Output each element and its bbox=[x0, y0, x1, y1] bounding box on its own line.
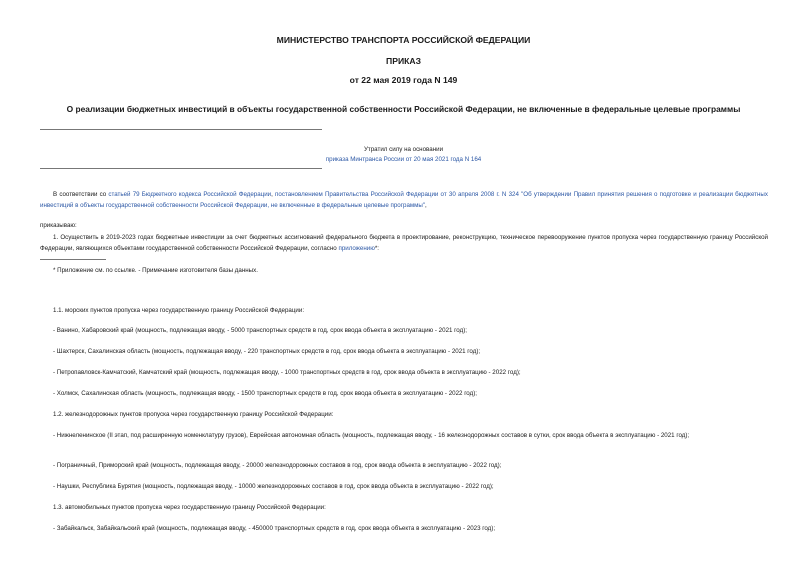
section-1-3-heading: 1.3. автомобильных пунктов пропуска через государственную границу Российской Федерации: bbox=[53, 504, 326, 511]
status-link[interactable]: приказа Минтранса России от 20 мая 2021 года N 164 bbox=[325, 156, 482, 163]
document-title: О реализации бюджетных инвестиций в объекты государственной собственности Российской Федерации, не включенные в федеральные целевые программы bbox=[66, 104, 741, 114]
list-item: - Ванино, Хабаровский край (мощность, подлежащая вводу, - 5000 транспортных средств в год, срок ввода объекта в эксплуатацию - 2021 год); bbox=[53, 327, 467, 334]
divider-bottom bbox=[40, 168, 322, 169]
list-item: - Холмск, Сахалинская область (мощность, подлежащая вводу, - 1500 транспортных средств в год, срок ввода объекта в эксплуатацию - 2022 год); bbox=[53, 390, 478, 397]
order-word: приказываю: bbox=[40, 222, 77, 229]
list-item: - Пограничный, Приморский край (мощность, подлежащая вводу, - 20000 железнодорожных составов в год, срок ввода объекта в эксплуатацию - 2022 год); bbox=[53, 462, 502, 469]
date-number-heading: от 22 мая 2019 года N 149 bbox=[349, 75, 458, 85]
footnote-divider bbox=[40, 259, 106, 260]
section-1-1-heading: 1.1. морских пунктов пропуска через государственную границу Российской Федерации: bbox=[53, 307, 305, 314]
list-item: - Нижнеленинское (II этап, под расширенную номенклатуру грузов), Еврейская автономная область (мощность, подлежащая вводу, - 16 железнодорожных составов в сутки, срок ввода объекта в эксплуатацию - 2021 год); bbox=[53, 432, 690, 439]
item-1-paragraph: 1. Осуществить в 2019-2023 годах бюджетные инвестиции за счет бюджетных ассигнований федерального бюджета в проектирование, реконструкцию, техническое перевооружение пунктов пропуска через государственную границу Российской Федерации, являющихся объектами государственной собственности Российской Федерации, согласно приложению*: bbox=[40, 234, 768, 252]
list-item: - Наушки, Республика Бурятия (мощность, подлежащая вводу, - 10000 железнодорожных составов в год, срок ввода объекта в эксплуатацию - 2022 год); bbox=[53, 483, 494, 490]
status-label: Утратил силу на основании bbox=[363, 146, 444, 153]
doc-type-heading: ПРИКАЗ bbox=[386, 56, 421, 66]
government-decree-link[interactable]: постановлением Правительства Российской Федерации от 30 апреля 2008 г. N 324 "Об утверждении Правил принятия решения о подготовке и реализации бюджетных инвестиций в объекты государственной собственности Российской Федерации, не включенные в федеральные целевые программы" bbox=[40, 191, 768, 209]
budget-code-link[interactable]: статьей 79 Бюджетного кодекса Российской Федерации bbox=[108, 191, 272, 198]
list-item: - Забайкальск, Забайкальский край (мощность, подлежащая вводу, - 450000 транспортных средств в год, срок ввода объекта в эксплуатацию - 2023 год); bbox=[53, 525, 496, 532]
footnote: * Приложение см. по ссылке. - Примечание изготовителя базы данных. bbox=[53, 267, 258, 274]
list-item: - Шахтерск, Сахалинская область (мощность, подлежащая вводу, - 220 транспортных средств в год, срок ввода объекта в эксплуатацию - 2021 год); bbox=[53, 348, 481, 355]
divider-top bbox=[40, 129, 322, 130]
appendix-link[interactable]: приложению bbox=[338, 245, 375, 252]
preamble-paragraph: В соответствии со статьей 79 Бюджетного кодекса Российской Федерации, постановлением Правительства Российской Федерации от 30 апреля 2008 г. N 324 "Об утверждении Правил принятия решения о подготовке и реализации бюджетных инвестиций в объекты государственной собственности Российской Федерации, не включенные в федеральные целевые программы", bbox=[40, 191, 768, 209]
list-item: - Петропавловск-Камчатский, Камчатский край (мощность, подлежащая вводу, - 1000 транспортных средств в год, срок ввода объекта в эксплуатацию - 2022 год); bbox=[53, 369, 521, 376]
ministry-heading: МИНИСТЕРСТВО ТРАНСПОРТА РОССИЙСКОЙ ФЕДЕРАЦИИ bbox=[276, 35, 531, 45]
section-1-2-heading: 1.2. железнодорожных пунктов пропуска через государственную границу Российской Федерации: bbox=[53, 411, 334, 418]
